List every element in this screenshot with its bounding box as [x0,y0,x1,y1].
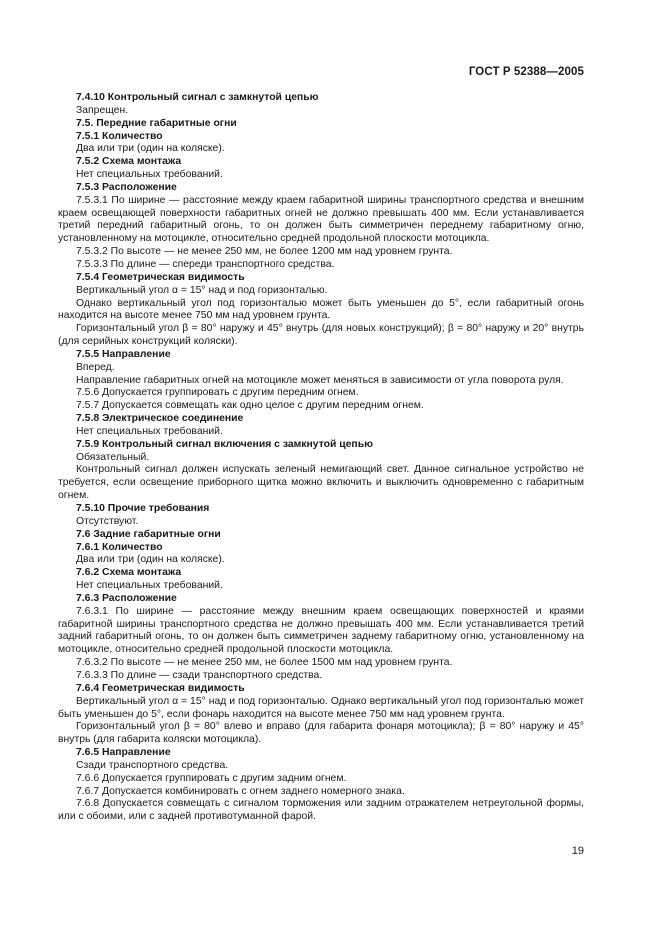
body-paragraph: Вперед. [76,361,115,373]
body-paragraph: 7.6.3.2 По высоте — не менее 250 мм, не более 1500 мм над уровнем грунта. [76,657,453,669]
body-paragraph: Однако вертикальный угол под горизонталью может быть уменьшен до 5°, если габаритный огонь находится на высоте менее 750 мм над уровнем грунта. [58,297,584,322]
body-paragraph: Горизонтальный угол β = 80° влево и вправо (для габарита фонаря мотоцикла); β = 80° наружу и 45° внутрь (для габарита коляски мотоцикла). [58,721,584,746]
body-paragraph: 7.5.3.1 По ширине — расстояние между краем габаритной ширины транспортного средства и внешним краем освещающей поверхности габаритных огней не должно превышать 400 мм. Если устанавливается третий передний габаритный огонь, то он должен быть симметричен переднему габаритному огню, установленному на мотоцикле, относительно средней продольной плоскости мотоцикла. [58,194,584,245]
document-code-header: ГОСТ Р 52388—2005 [468,66,584,78]
body-paragraph: 7.5.3.3 По длине — спереди транспортного средства. [76,258,335,270]
section-heading: 7.6 Задние габаритные огни [76,528,221,540]
body-paragraph: Нет специальных требований. [76,580,223,592]
section-heading: 7.4.10 Контрольный сигнал с замкнутой цепью [76,92,319,103]
body-paragraph: 7.5.3.2 По высоте — не менее 250 мм, не более 1200 мм над уровнем грунта. [76,246,453,258]
body-paragraph: Вертикальный угол α = 15° над и под горизонталью. [76,284,328,296]
section-heading: 7.5.4 Геометрическая видимость [76,271,245,283]
body-paragraph: 7.6.3.3 По длине — сзади транспортного средства. [76,669,323,681]
section-heading: 7.5.5 Направление [76,348,171,360]
section-heading: 7.5. Передние габаритные огни [76,117,237,129]
body-paragraph: Два или три (один на коляске). [76,554,225,566]
section-heading: 7.5.9 Контрольный сигнал включения с замкнутой цепью [76,438,373,450]
section-heading: 7.6.2 Схема монтажа [76,567,182,579]
section-heading: 7.6.4 Геометрическая видимость [76,682,245,694]
body-paragraph: Контрольный сигнал должен испускать зеленый немигающий свет. Данное сигнальное устройство не требуется, если освещение приборного щитка можно включить и выключить одновременно с габаритным огнем. [58,464,584,502]
body-paragraph: Сзади транспортного средства. [76,759,229,771]
body-paragraph: 7.6.3.1 По ширине — расстояние между внешним краем освещающих поверхностей и краями габаритной ширины транспортного средства не должно превышать 400 мм. Если устанавливается третий задний габаритный огонь, то он должен быть симметричен заднему габаритному огню, установленному на мотоцикле, относительно средней продольной плоскости мотоцикла. [58,605,584,656]
body-paragraph: Направление габаритных огней на мотоцикле может меняться в зависимости от угла поворота руля. [76,374,564,386]
section-heading: 7.5.8 Электрическое соединение [76,413,244,425]
section-heading: 7.5.2 Схема монтажа [76,156,182,168]
body-paragraph: 7.5.7 Допускается совмещать как одно целое с другим передним огнем. [76,400,424,412]
body-paragraph: Нет специальных требований. [76,425,223,437]
section-heading: 7.5.1 Количество [76,130,163,142]
body-paragraph: 7.6.7 Допускается комбинировать с огнем заднего номерного знака. [76,785,405,797]
body-paragraph: Вертикальный угол α = 15° над и под горизонталью. Однако вертикальный угол под горизонталью может быть уменьшен до 5°, если фонарь находится на высоте менее 750 мм над уровнем грунта. [58,695,584,720]
body-paragraph: Горизонтальный угол β = 80° наружу и 45° внутрь (для новых конструкций); β = 80° наружу и 20° внутрь (для серийных конструкций коляски). [58,323,584,348]
body-paragraph: 7.6.8 Допускается совмещать с сигналом торможения или задним отражателем нетреугольной формы, или с обоими, или с задней противотуманной фарой. [58,798,584,823]
body-paragraph: Два или три (один на коляске). [76,143,225,155]
section-heading: 7.6.1 Количество [76,541,163,553]
body-paragraph: Отсутствуют. [76,515,139,527]
section-heading: 7.5.3 Расположение [76,181,177,193]
body-paragraph: Нет специальных требований. [76,169,223,181]
body-paragraph: 7.6.6 Допускается группировать с другим задним огнем. [76,772,347,784]
section-heading: 7.5.10 Прочие требования [76,503,210,514]
document-body [58,92,584,824]
body-paragraph: Обязательный. [76,451,150,463]
page-number: 19 [571,845,584,857]
body-paragraph: 7.5.6 Допускается группировать с другим передним огнем. [76,387,359,399]
section-heading: 7.6.5 Направление [76,747,171,759]
section-heading: 7.6.3 Расположение [76,592,177,604]
body-paragraph: Запрещен. [76,104,129,116]
